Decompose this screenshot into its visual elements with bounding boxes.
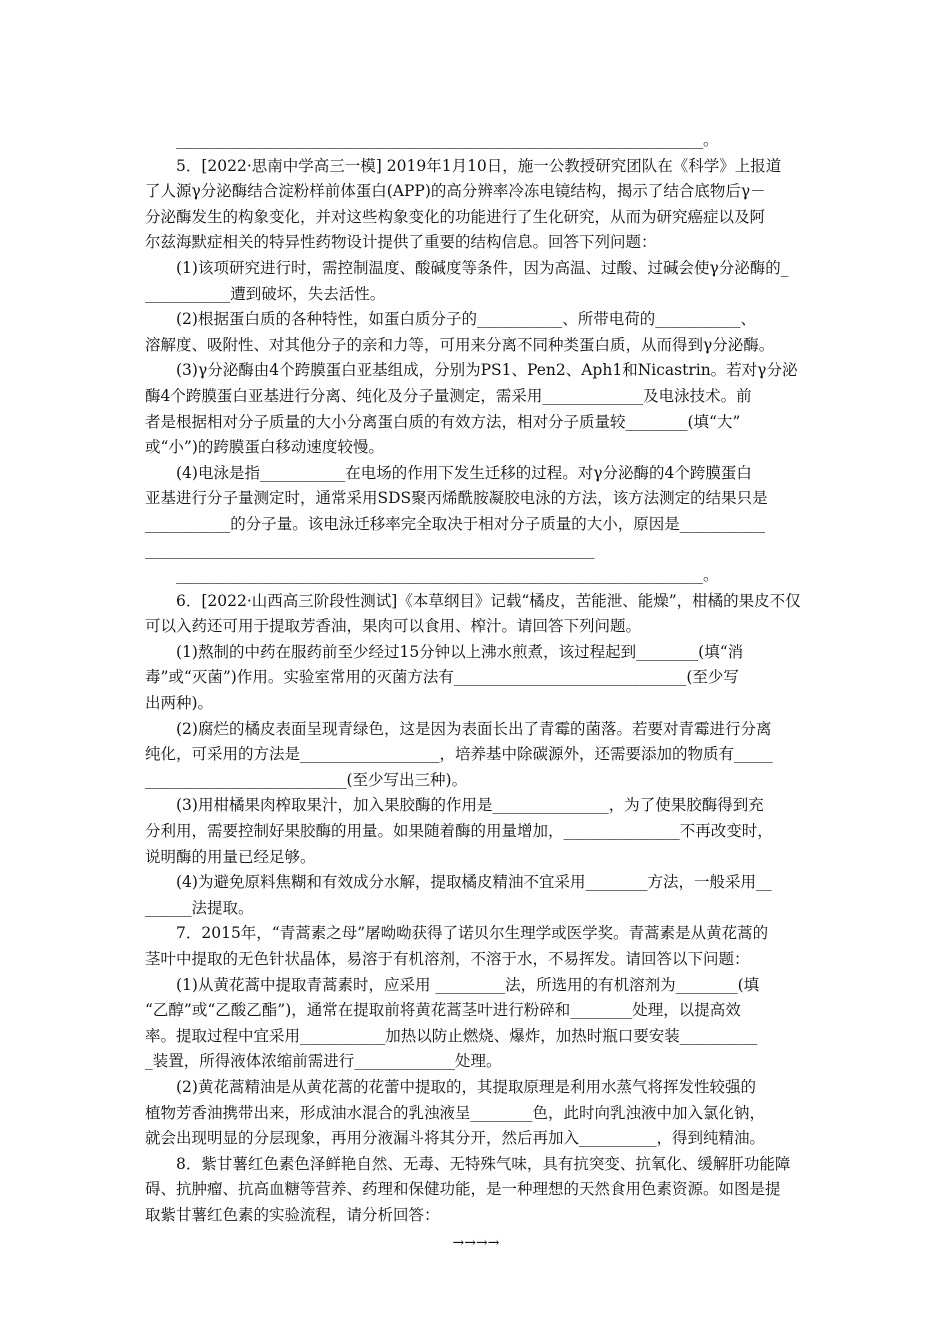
text-line: ___________遭到破坏，失去活性。 bbox=[145, 284, 386, 303]
text-line: “乙醇”或“乙酸乙酯”)，通常在提取前将黄花蒿茎叶进行粉碎和________处理，以提高效 bbox=[145, 1001, 741, 1020]
text-line: 者是根据相对分子质量的大小分离蛋白质的有效方法，相对分子质量较________(填“大” bbox=[145, 412, 741, 431]
text-line: 7．2015年，“青蒿素之母”屠呦呦获得了诺贝尔生理学或医学奖。青蒿素是从黄花蒿的 bbox=[176, 924, 769, 943]
text-line: 了人源γ分泌酶结合淀粉样前体蛋白(APP)的高分辨率冷冻电镜结构，揭示了结合底物后γ－ bbox=[145, 182, 766, 201]
text-line: 溶解度、吸附性、对其他分子的亲和力等，可用来分离不同种类蛋白质，从而得到γ分泌酶。 bbox=[145, 335, 775, 354]
text-line: 说明酶的用量已经足够。 bbox=[145, 847, 316, 866]
text-line: (4)电泳是指___________在电场的作用下发生迁移的过程。对γ分泌酶的4个跨膜蛋白 bbox=[176, 463, 752, 482]
document-page bbox=[145, 128, 807, 1256]
text-line: ____________________________________________________________________。 bbox=[176, 566, 719, 585]
text-line: (3)γ分泌酶由4个跨膜蛋白亚基组成，分别为PS1、Pen2、Aph1和Nicastrin。若对γ分泌 bbox=[176, 361, 798, 380]
text-line: 尔兹海默症相关的特异性药物设计提供了重要的结构信息。回答下列问题： bbox=[145, 233, 657, 252]
flow-chart-arrows: →→→→ bbox=[452, 1234, 500, 1251]
text-line: 可以入药还可用于提取芳香油，果肉可以食用、榨汁。请回答下列问题。 bbox=[145, 617, 642, 636]
text-line: 或“小”)的跨膜蛋白移动速度较慢。 bbox=[145, 438, 384, 457]
text-line: (1)该项研究进行时，需控制温度、酸碱度等条件，因为高温、过酸、过碱会使γ分泌酶的_ bbox=[176, 258, 789, 277]
text-line: __________________________(至少写出三种)。 bbox=[145, 770, 468, 789]
text-line: 分利用，需要控制好果胶酶的用量。如果随着酶的用量增加，_______________不再改变时， bbox=[145, 822, 773, 841]
document-body bbox=[145, 128, 807, 1229]
text-line: 8．紫甘薯红色素色泽鲜艳自然、无毒、无特殊气味，具有抗突变、抗氧化、缓解肝功能障 bbox=[176, 1154, 791, 1173]
text-line: 率。提取过程中宜采用___________加热以防止燃烧、爆炸，加热时瓶口要安装__________ bbox=[145, 1026, 758, 1045]
text-line: 茎叶中提取的无色针状晶体，易溶于有机溶剂，不溶于水，不易挥发。请回答以下问题： bbox=[145, 950, 750, 968]
text-line: 6．[2022·山西高三阶段性测试]《本草纲目》记载“橘皮，苦能泄、能燥”，柑橘的果皮不仅 bbox=[176, 591, 801, 610]
text-line: _装置，所得液体浓缩前需进行_____________处理。 bbox=[145, 1052, 502, 1071]
text-line: 取紫甘薯红色素的实验流程，请分析回答： bbox=[145, 1205, 440, 1224]
text-line: 出两种)。 bbox=[145, 694, 214, 713]
text-line: ____________________________________________________________________。 bbox=[176, 131, 719, 149]
text-line: 植物芳香油携带出来，形成油水混合的乳浊液呈________色，此时向乳浊液中加入氯化钠， bbox=[145, 1103, 766, 1122]
text-line: __________________________________________________________ bbox=[145, 540, 595, 559]
text-line: (4)为避免原料焦糊和有效成分水解，提取橘皮精油不宜采用________方法，一般采用__ bbox=[176, 873, 772, 892]
text-line: (2)腐烂的橘皮表面呈现青绿色，这是因为表面长出了青霉的菌落。若要对青霉进行分离 bbox=[176, 719, 772, 738]
text-line: 5．[2022·思南中学高三一模] 2019年1月10日，施一公教授研究团队在《科学》上报道 bbox=[176, 156, 782, 175]
text-line: 毒”或“灭菌”)作用。实验室常用的灭菌方法有______________________________(至少写 bbox=[145, 668, 739, 687]
text-line: 酶4个跨膜蛋白亚基进行分离、纯化及分子量测定，需采用_____________及电泳技术。前 bbox=[145, 386, 752, 405]
text-line: ______法提取。 bbox=[145, 898, 254, 917]
text-line: 碍、抗肿瘤、抗高血糖等营养、药理和保健功能，是一种理想的天然食用色素资源。如图是提 bbox=[145, 1180, 781, 1199]
text-line: (2)根据蛋白质的各种特性，如蛋白质分子的___________、所带电荷的___________、 bbox=[176, 310, 756, 329]
text-line: (2)黄花蒿精油是从黄花蒿的花蕾中提取的，其提取原理是利用水蒸气将挥发性较强的 bbox=[176, 1077, 756, 1096]
text-line: 分泌酶发生的构象变化，并对这些构象变化的功能进行了生化研究，从而为研究癌症以及阿 bbox=[145, 207, 766, 226]
text-line: (1)从黄花蒿中提取青蒿素时，应采用 _________法，所选用的有机溶剂为________(填 bbox=[176, 975, 760, 994]
text-line: (1)熬制的中药在服药前至少经过15分钟以上沸水煎煮，该过程起到________(填“消 bbox=[176, 642, 744, 661]
text-line: 纯化，可采用的方法是__________________，培养基中除碳源外，还需要添加的物质有_____ bbox=[145, 745, 773, 764]
text-line: 亚基进行分子量测定时，通常采用SDS聚丙烯酰胺凝胶电泳的方法，该方法测定的结果只是 bbox=[145, 489, 768, 508]
text-line: (3)用柑橘果肉榨取果汁，加入果胶酶的作用是_______________，为了使果胶酶得到充 bbox=[176, 796, 764, 815]
text-line: ___________的分子量。该电泳迁移率完全取决于相对分子质量的大小，原因是___________ bbox=[145, 514, 766, 533]
text-line: 就会出现明显的分层现象，再用分液漏斗将其分开，然后再加入__________，得到纯精油。 bbox=[145, 1129, 766, 1148]
